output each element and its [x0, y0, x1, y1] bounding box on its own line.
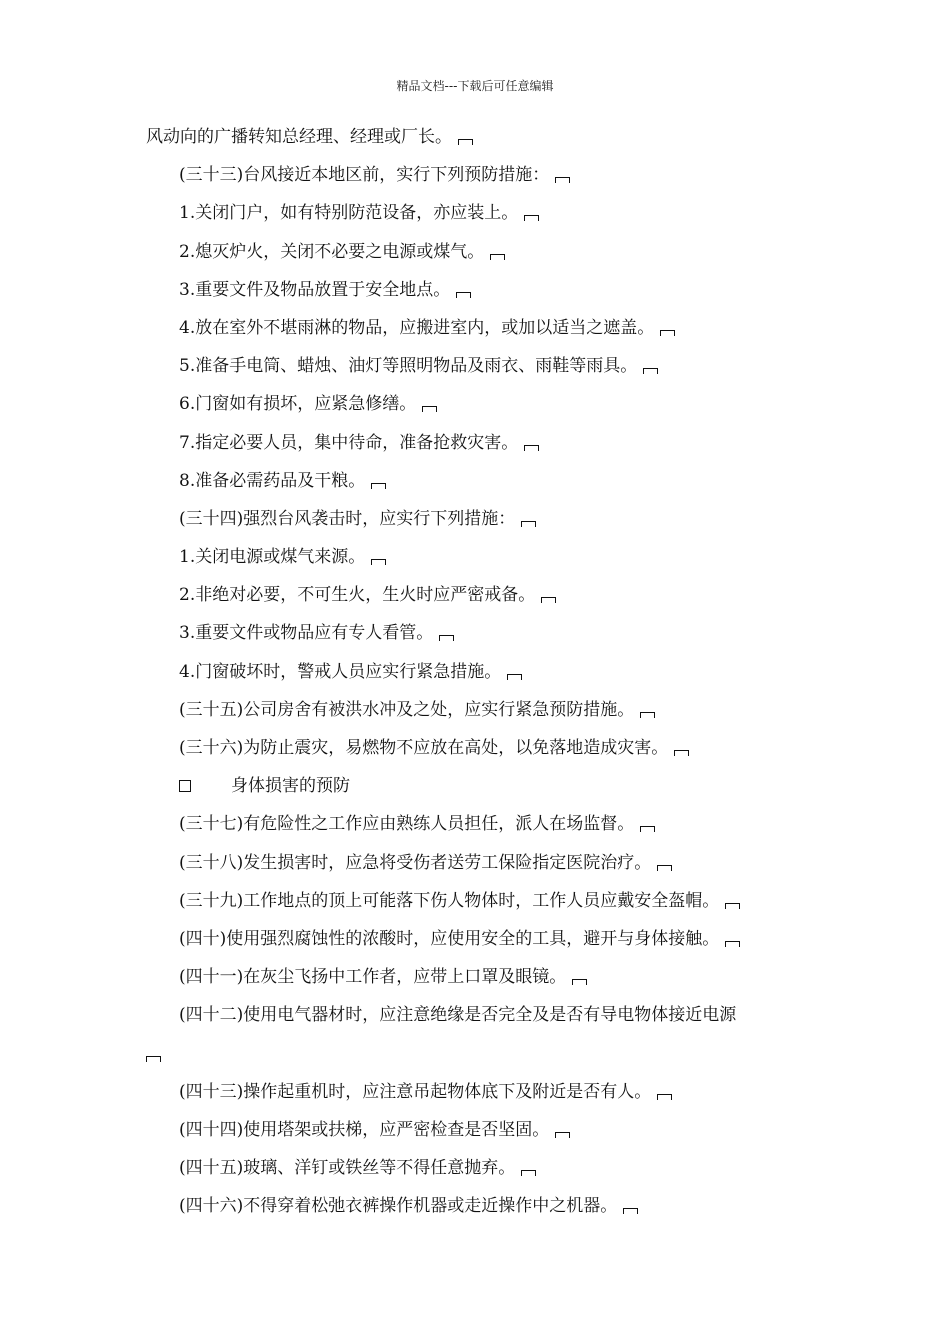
paragraph-line: (三十六)为防止震灾，易燃物不应放在高处，以免落地造成灾害。	[146, 729, 826, 767]
paragraph-mark-icon	[657, 865, 672, 871]
document-body	[146, 118, 826, 1225]
paragraph-line: (三十七)有危险性之工作应由熟练人员担任，派人在场监督。	[146, 805, 826, 843]
paragraph-line: (三十九)工作地点的顶上可能落下伤人物体时，工作人员应戴安全盔帽。	[146, 882, 826, 920]
paragraph-mark-icon	[422, 406, 437, 412]
paragraph-mark-icon	[458, 139, 473, 145]
paragraph-line: (三十四)强烈台风袭击时，应实行下列措施：	[146, 500, 826, 538]
paragraph-mark-icon	[725, 941, 740, 947]
paragraph-mark-icon	[623, 1208, 638, 1214]
paragraph-mark-icon	[572, 979, 587, 985]
paragraph-line: 风动向的广播转知总经理、经理或厂长。	[146, 118, 826, 156]
paragraph-line: 1.关闭门户，如有特别防范设备，亦应装上。	[146, 194, 826, 232]
paragraph-line: (四十)使用强烈腐蚀性的浓酸时，应使用安全的工具，避开与身体接触。	[146, 920, 826, 958]
paragraph-line: (四十一)在灰尘飞扬中工作者，应带上口罩及眼镜。	[146, 958, 826, 996]
paragraph-mark-icon	[490, 254, 505, 260]
paragraph-line: (四十五)玻璃、洋钉或铁丝等不得任意抛弃。	[146, 1149, 826, 1187]
paragraph-mark-icon	[456, 292, 471, 298]
paragraph-mark-icon	[660, 330, 675, 336]
section-heading: 身体损害的预防	[146, 767, 826, 805]
paragraph-mark-icon	[725, 903, 740, 909]
paragraph-line: (四十四)使用塔架或扶梯，应严密检查是否坚固。	[146, 1111, 826, 1149]
paragraph-line: 6.门窗如有损坏，应紧急修缮。	[146, 385, 826, 423]
paragraph-line: 2.熄灭炉火，关闭不必要之电源或煤气。	[146, 233, 826, 271]
paragraph-line: 3.重要文件及物品放置于安全地点。	[146, 271, 826, 309]
paragraph-mark-icon	[640, 712, 655, 718]
paragraph-mark-icon	[521, 521, 536, 527]
paragraph-line: (三十三)台风接近本地区前，实行下列预防措施：	[146, 156, 826, 194]
checkbox-bullet-icon	[179, 780, 191, 792]
paragraph-mark-icon	[371, 559, 386, 565]
paragraph-mark-icon	[674, 750, 689, 756]
paragraph-line: (四十三)操作起重机时，应注意吊起物体底下及附近是否有人。	[146, 1073, 826, 1111]
paragraph-line: 3.重要文件或物品应有专人看管。	[146, 614, 826, 652]
paragraph-line: (三十五)公司房舍有被洪水冲及之处，应实行紧急预防措施。	[146, 691, 826, 729]
paragraph-line: 8.准备必需药品及干粮。	[146, 462, 826, 500]
paragraph-mark-icon	[555, 1132, 570, 1138]
paragraph-mark-icon	[524, 215, 539, 221]
paragraph-line: 2.非绝对必要，不可生火，生火时应严密戒备。	[146, 576, 826, 614]
paragraph-mark-icon	[643, 368, 658, 374]
paragraph-line: 5.准备手电筒、蜡烛、油灯等照明物品及雨衣、雨鞋等雨具。	[146, 347, 826, 385]
paragraph-mark-icon	[524, 445, 539, 451]
paragraph-line: 4.门窗破坏时，警戒人员应实行紧急措施。	[146, 653, 826, 691]
paragraph-line: (四十二)使用电气器材时，应注意绝缘是否完全及是否有导电物体接近电源	[179, 1005, 737, 1026]
paragraph-mark-icon	[439, 635, 454, 641]
paragraph-line: 1.关闭电源或煤气来源。	[146, 538, 826, 576]
paragraph-mark-icon	[541, 597, 556, 603]
page-header: 精品文档---下载后可任意编辑	[396, 79, 554, 93]
paragraph-line: (四十六)不得穿着松弛衣裤操作机器或走近操作中之机器。	[146, 1187, 826, 1225]
paragraph-mark-icon	[521, 1170, 536, 1176]
paragraph-mark-icon	[657, 1094, 672, 1100]
paragraph-mark-icon	[371, 483, 386, 489]
paragraph-mark-icon	[640, 826, 655, 832]
paragraph-line: 4.放在室外不堪雨淋的物品，应搬进室内，或加以适当之遮盖。	[146, 309, 826, 347]
paragraph-mark-icon	[507, 674, 522, 680]
paragraph-line: 7.指定必要人员，集中待命，准备抢救灾害。	[146, 424, 826, 462]
paragraph-mark-icon	[555, 177, 570, 183]
paragraph-line: (三十八)发生损害时，应急将受伤者送劳工保险指定医院治疗。	[146, 844, 826, 882]
paragraph-line-wrap	[146, 1035, 826, 1073]
paragraph-mark-icon	[146, 1056, 161, 1062]
